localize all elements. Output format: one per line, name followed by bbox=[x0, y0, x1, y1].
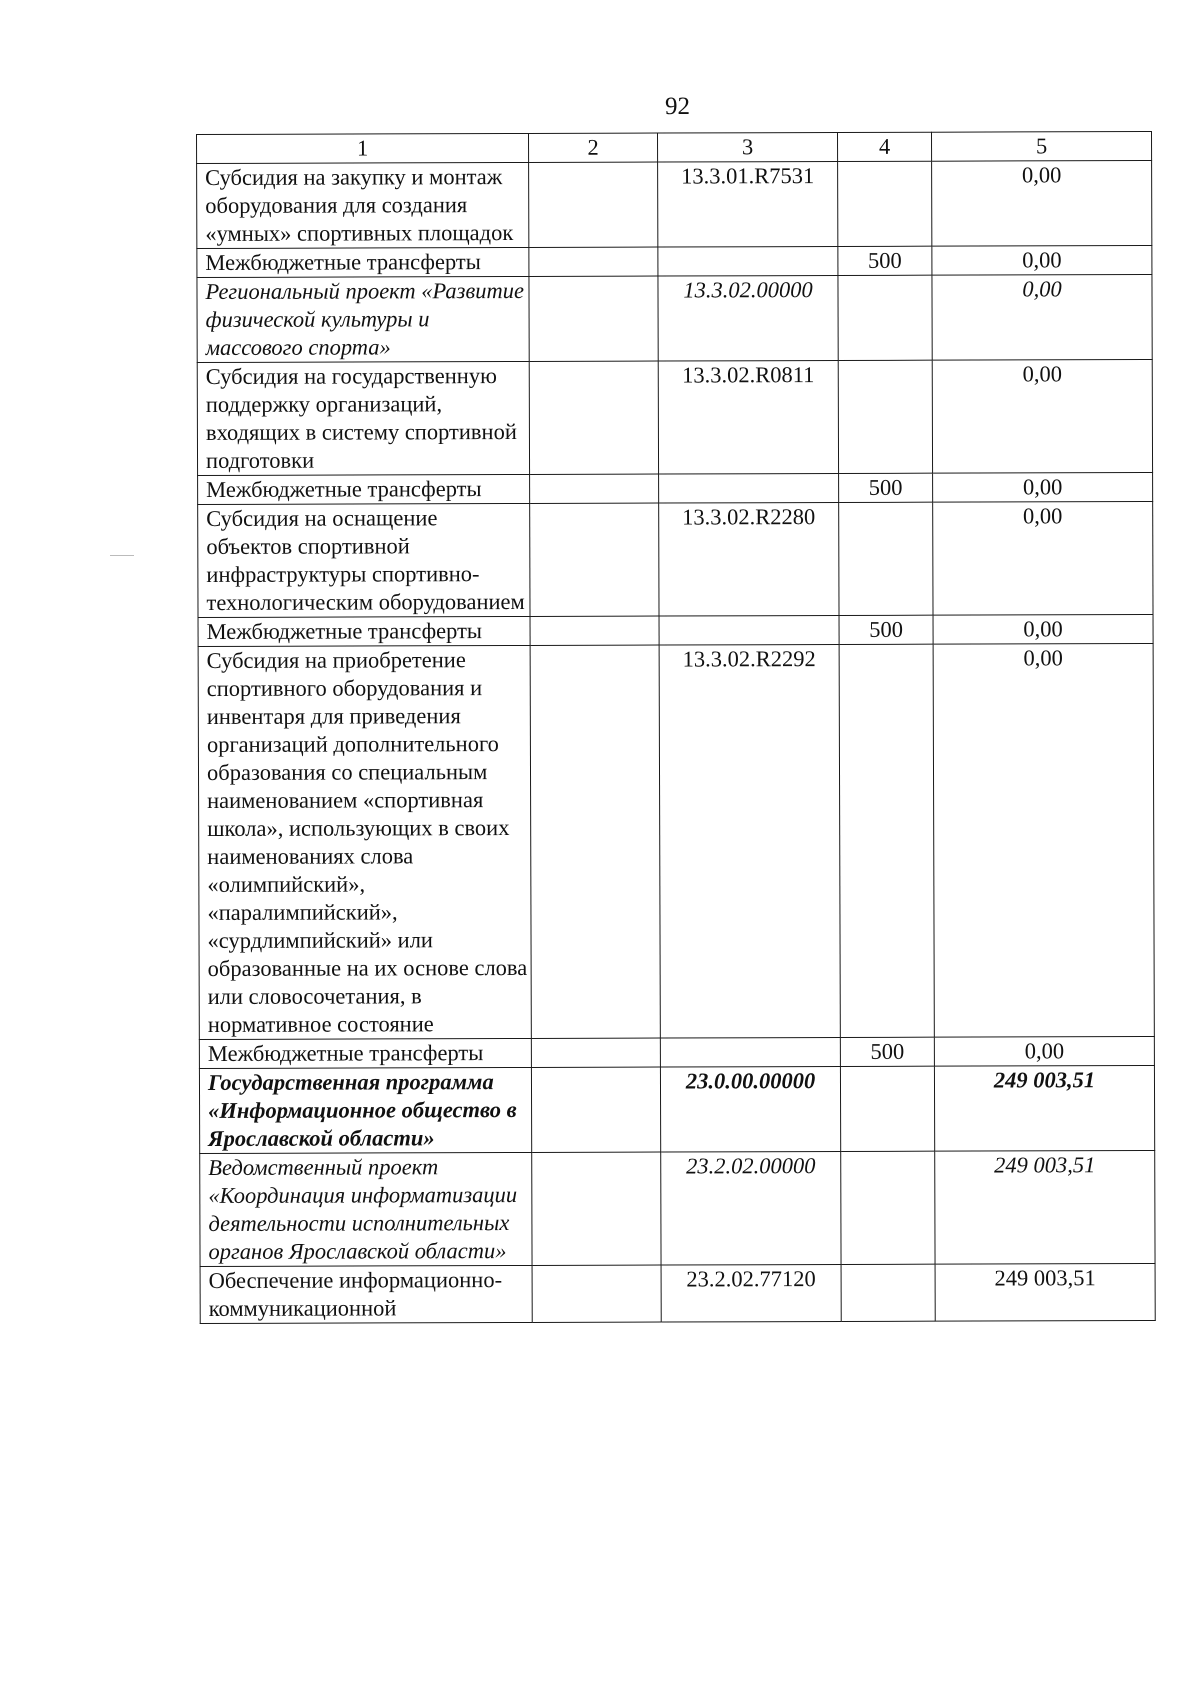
row-amount-cell: 0,00 bbox=[933, 472, 1153, 502]
row-amount-cell: 0,00 bbox=[934, 1036, 1154, 1066]
row-type-cell bbox=[838, 275, 932, 360]
row-col2-cell bbox=[529, 276, 658, 361]
row-name-cell: Государственная программа «Информационное общество в Ярославской области» bbox=[199, 1067, 531, 1153]
row-type-cell bbox=[841, 1264, 935, 1321]
row-code-cell bbox=[660, 1037, 840, 1067]
row-col2-cell bbox=[530, 616, 659, 645]
row-col2-cell bbox=[531, 1038, 660, 1067]
row-code-cell bbox=[659, 615, 839, 645]
row-col2-cell bbox=[530, 503, 659, 616]
row-col2-cell bbox=[530, 474, 659, 503]
header-cell-5: 5 bbox=[931, 131, 1151, 161]
table-row bbox=[200, 1150, 1155, 1266]
table-row bbox=[198, 501, 1153, 617]
row-code-cell: 23.0.00.00000 bbox=[660, 1066, 840, 1152]
row-code-cell: 13.3.02.00000 bbox=[658, 275, 838, 361]
row-type-cell bbox=[840, 1066, 934, 1151]
row-name-cell: Обеспечение информационно-коммуникационной bbox=[200, 1265, 532, 1323]
row-name-cell: Региональный проект «Развитие физической культуры и массового спорта» bbox=[197, 276, 529, 362]
row-col2-cell bbox=[529, 162, 658, 247]
row-code-cell: 13.3.02.R0811 bbox=[658, 360, 838, 474]
row-type-cell bbox=[839, 502, 933, 615]
scan-mark bbox=[110, 555, 134, 556]
page-number: 92 bbox=[665, 93, 690, 120]
row-col2-cell bbox=[531, 1067, 660, 1152]
row-col2-cell bbox=[530, 645, 660, 1038]
row-code-cell: 13.3.01.R7531 bbox=[658, 161, 838, 247]
row-amount-cell: 249 003,51 bbox=[935, 1263, 1155, 1321]
row-type-cell bbox=[841, 1151, 935, 1264]
row-amount-cell: 0,00 bbox=[933, 643, 1154, 1037]
row-name-cell: Субсидия на государственную поддержку организаций, входящих в систему спортивной подготовки bbox=[197, 361, 529, 475]
row-code-cell bbox=[658, 246, 838, 276]
row-type-cell: 500 bbox=[840, 1037, 934, 1066]
row-amount-cell: 0,00 bbox=[932, 274, 1152, 360]
table-row bbox=[198, 643, 1154, 1039]
row-name-cell: Межбюджетные трансферты bbox=[198, 616, 530, 646]
row-type-cell bbox=[839, 644, 934, 1037]
row-type-cell: 500 bbox=[838, 246, 932, 275]
row-amount-cell: 0,00 bbox=[932, 245, 1152, 275]
table-row bbox=[200, 1263, 1155, 1323]
budget-table-container bbox=[196, 131, 1155, 1324]
row-col2-cell bbox=[529, 247, 658, 276]
row-type-cell: 500 bbox=[839, 615, 933, 644]
row-name-cell: Субсидия на приобретение спортивного оборудования и инвентаря для приведения организаций дополнительного образования со специальным наименованием «спортивная школа», использующих в своих наименованиях слова «олимпийский», «паралимпийский», «сурдлимпийский» или образованные на их основе слова или словосочетания, в нормативное состояние bbox=[198, 645, 531, 1039]
header-cell-4: 4 bbox=[837, 132, 931, 161]
row-code-cell: 23.2.02.00000 bbox=[661, 1151, 841, 1265]
row-type-cell bbox=[838, 161, 932, 246]
row-name-cell: Межбюджетные трансферты bbox=[198, 474, 530, 504]
row-code-cell: 13.3.02.R2292 bbox=[659, 644, 840, 1038]
row-amount-cell: 0,00 bbox=[932, 160, 1152, 246]
row-amount-cell: 249 003,51 bbox=[935, 1150, 1155, 1264]
row-name-cell: Ведомственный проект «Координация информатизации деятельности исполнительных органов Ярославской области» bbox=[200, 1152, 532, 1266]
table-row bbox=[198, 472, 1153, 504]
row-name-cell: Субсидия на оснащение объектов спортивной инфраструктуры спортивно-технологическим оборудованием bbox=[198, 503, 530, 617]
row-name-cell: Межбюджетные трансферты bbox=[199, 1038, 531, 1068]
row-code-cell: 13.3.02.R2280 bbox=[659, 502, 839, 616]
row-name-cell: Межбюджетные трансферты bbox=[197, 247, 529, 277]
row-type-cell bbox=[838, 360, 932, 473]
header-cell-1: 1 bbox=[197, 133, 529, 163]
row-code-cell: 23.2.02.77120 bbox=[661, 1264, 841, 1322]
table-row bbox=[198, 614, 1153, 646]
table-row bbox=[199, 1065, 1154, 1153]
table-header-row bbox=[197, 131, 1152, 163]
table-row bbox=[199, 1036, 1154, 1068]
table-row bbox=[197, 160, 1152, 248]
row-amount-cell: 0,00 bbox=[932, 359, 1152, 473]
row-col2-cell bbox=[529, 361, 658, 474]
row-name-cell: Субсидия на закупку и монтаж оборудования для создания «умных» спортивных площадок bbox=[197, 162, 529, 248]
budget-table bbox=[196, 131, 1156, 1324]
table-row bbox=[197, 245, 1152, 277]
table-row bbox=[197, 274, 1152, 362]
row-col2-cell bbox=[532, 1265, 661, 1322]
row-amount-cell: 0,00 bbox=[933, 614, 1153, 644]
row-code-cell bbox=[659, 473, 839, 503]
row-col2-cell bbox=[532, 1152, 661, 1265]
row-amount-cell: 249 003,51 bbox=[934, 1065, 1154, 1151]
header-cell-2: 2 bbox=[528, 133, 657, 162]
table-row bbox=[197, 359, 1152, 475]
header-cell-3: 3 bbox=[657, 132, 837, 162]
row-type-cell: 500 bbox=[839, 473, 933, 502]
row-amount-cell: 0,00 bbox=[933, 501, 1153, 615]
